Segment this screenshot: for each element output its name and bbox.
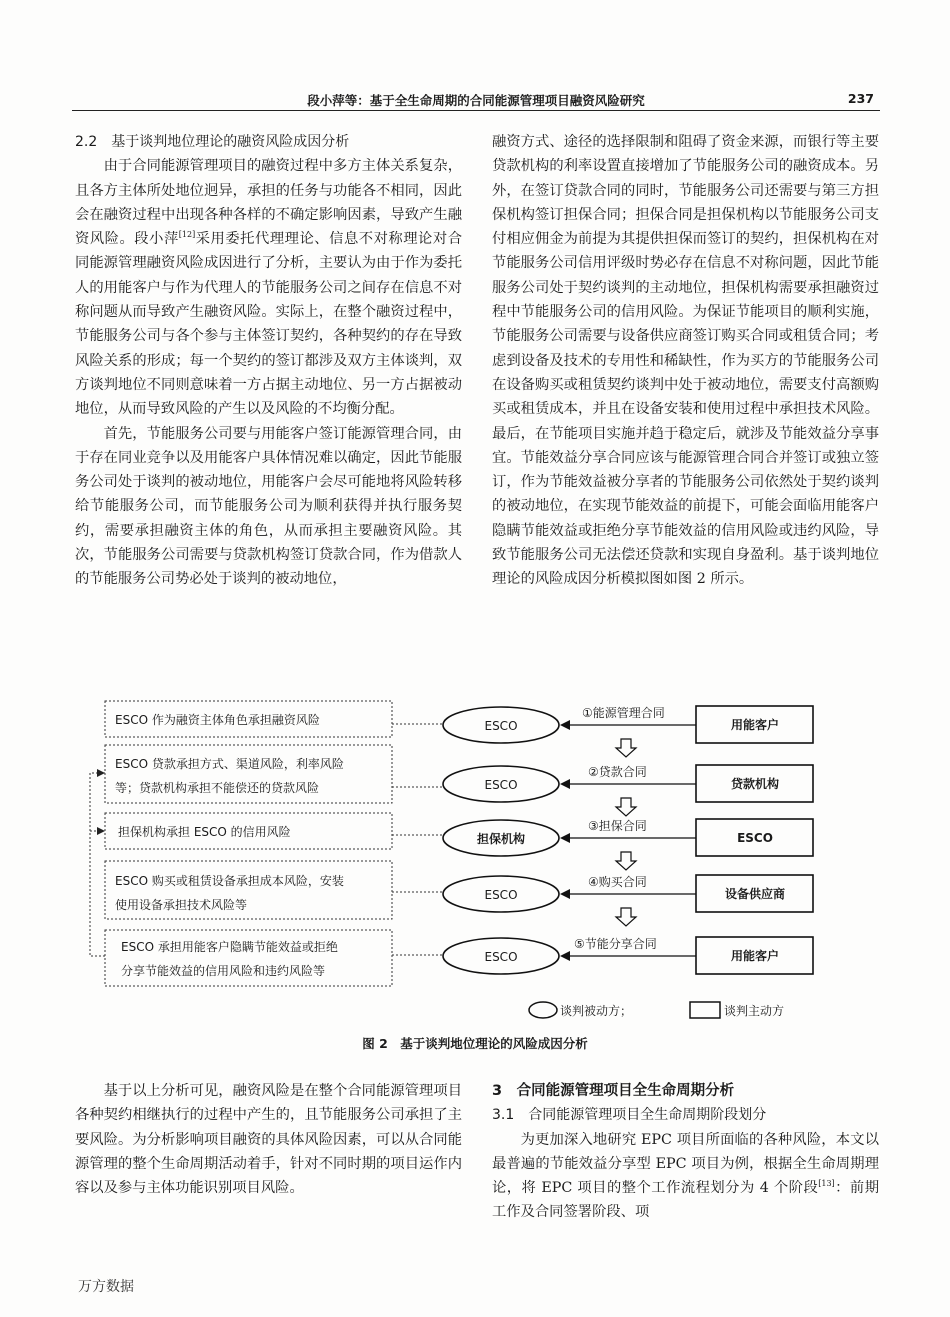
arrow-head [97, 827, 105, 835]
box-label: ESCO [737, 831, 773, 845]
risk-text: ESCO 作为融资主体角色承担融资风险 [115, 713, 320, 727]
legend-active-label: 谈判主动方 [724, 1004, 785, 1018]
citation: [12] [178, 230, 196, 240]
contract-label: ③担保合同 [588, 819, 647, 833]
box-label: 贷款机构 [730, 777, 780, 791]
paragraph: 融资方式、途径的选择限制和阻碍了资金来源，而银行等主要贷款机构的利率设置直接增加了节能服务公司的融资成本。另外，在签订贷款合同的同时，节能服务公司还需要与第三方担保机构签订担保合同；担保合同是担保机构以节能服务公司支付相应佣金为前提为其提供担保而签订的契约，担保机构在对节能服务公司信用评级时势必存在信息不对称问题，因此节能服务公司处于契约谈判的主动地位，担保机构需要承担融资过程中节能服务公司的信用风险。为保证节能项目的顺利实施，节能服务公司需要与设备供应商签订购买合同或租赁合同；考虑到设备及技术的专用性和稀缺性，作为买方的节能服务公司在设备购买或租赁契约谈判中处于被动地位，需要支付高额购买或租赁成本，并且在设备安装和使用过程中承担技术风险。最后，在节能项目实施并趋于稳定后，就涉及节能效益分享事宜。节能效益分享合同应该与能源管理合同合并签订或独立签订，作为节能效益被分享者的节能服务公司依然处于契约谈判的被动地位，在实现节能效益的前提下，可能会面临用能客户隐瞒节能效益或拒绝分享节能效益的信用风险或违约风险，导致节能服务公司无法偿还贷款和实现自身盈利。基于谈判地位理论的风险成因分析模拟图如图 2 所示。 [492, 134, 879, 588]
paragraph [492, 1128, 879, 1225]
risk-row-3 [105, 813, 443, 849]
paragraph-text: 由于合同能源管理项目的融资过程中多方主体关系复杂，且各方主体所处地位迥异，承担的任务与功能各不相同，因此会在融资过程中出现各种各样的不确定影响因素，导致产生融资风险。段小萍 [75, 158, 462, 248]
footer-watermark: 万方数据 [78, 1279, 134, 1295]
legend-passive-label: 谈判被动方； [560, 1004, 633, 1018]
section-heading-3-1: 3.1 合同能源管理项目全生命周期阶段划分 [492, 1107, 767, 1124]
ellipse-label: ESCO [484, 719, 518, 733]
paragraph-text: ：前期工作及合同签署阶段、项 [492, 1180, 879, 1221]
risk-text: ESCO 承担用能客户隐瞒节能效益或拒绝 [121, 940, 338, 954]
contract-label: ①能源管理合同 [582, 706, 665, 720]
contract-arrow [560, 764, 696, 789]
box-label: 用能客户 [730, 949, 780, 963]
legend-box-icon [690, 1002, 720, 1018]
page-number: 237 [847, 91, 874, 106]
risk-text: 使用设备承担技术风险等 [115, 898, 248, 912]
box-label: 设备供应商 [724, 887, 786, 901]
paragraph: 首先，节能服务公司要与用能客户签订能源管理合同，由于存在同业竞争以及用能客户具体情况难以确定，因此节能服务公司处于谈判的被动地位，用能客户会尽可能地将风险转移给节能服务公司，而节能服务公司为顺利获得并执行服务契约，需要承担融资主体的角色，从而承担主要融资风险。其次，节能服务公司需要与贷款机构签订贷款合同，作为借款人的节能服务公司势必处于谈判的被动地位， [75, 425, 462, 588]
legend-ellipse-icon [529, 1002, 557, 1018]
arrow-head [97, 769, 105, 777]
section-heading-3: 3 合同能源管理项目全生命周期分析 [492, 1083, 735, 1099]
contract-arrow [560, 936, 696, 961]
risk-text: 等；贷款机构承担不能偿还的贷款风险 [115, 781, 320, 795]
ellipse-label: ESCO [484, 778, 518, 792]
contract-label: ④购买合同 [588, 875, 647, 889]
risk-text: ESCO 购买或租赁设备承担成本风险，安装 [115, 874, 344, 888]
paragraph: 基于以上分析可见，融资风险是在整个合同能源管理项目各种契约相继执行的过程中产生的，且节能服务公司承担了主要风险。为分析影响项目融资的具体风险因素，可以从合同能源管理的整个生命周期活动着手，针对不同时期的项目运作内容以及参与主体功能识别项目风险。 [75, 1083, 462, 1197]
contract-arrow [560, 705, 696, 730]
risk-text: 分享节能效益的信用风险和违约风险等 [121, 964, 326, 978]
paragraph-text: 采用委托代理理论、信息不对称理论对合同能源管理融资风险成因进行了分析，主要认为由于作为委托人的用能客户与作为代理人的节能服务公司之间存在信息不对称问题从而导致产生融资风险。实际上，在整个融资过程中，节能服务公司与各个参与主体签订契约，各种契约的存在导致风险关系的形成；每一个契约的签订都涉及双方主体谈判，双方谈判地位不同则意味着一方占据主动地位、另一方占据被动地位，从而导致风险的产生以及风险的不均衡分配。 [75, 231, 463, 418]
contract-label: ⑤节能分享合同 [574, 937, 657, 951]
running-title: 段小萍等：基于全生命周期的合同能源管理项目融资风险研究 [307, 93, 645, 108]
left-column-lower [75, 1079, 462, 1200]
ellipse-label: 担保机构 [476, 832, 526, 846]
section-heading-2-2: 2.2 基于谈判地位理论的融资风险成因分析 [75, 134, 350, 150]
contract-arrow [560, 818, 696, 843]
right-column-lower [492, 1079, 879, 1225]
citation: [13] [818, 1179, 835, 1189]
ellipse-label: ESCO [484, 950, 518, 964]
risk-text: ESCO 贷款承担方式、渠道风险，利率风险 [115, 757, 344, 771]
contract-label: ②贷款合同 [588, 765, 647, 779]
feedback-line [90, 773, 105, 956]
risk-row-2 [105, 745, 443, 803]
risk-row-5 [105, 930, 443, 986]
contract-arrow [560, 874, 696, 899]
figure-caption: 图 2 基于谈判地位理论的风险成因分析 [362, 1036, 588, 1051]
box-label: 用能客户 [730, 718, 780, 732]
risk-row-1 [105, 701, 443, 737]
risk-row-4 [105, 861, 443, 919]
ellipse-label: ESCO [484, 888, 518, 902]
risk-text: 担保机构承担 ESCO 的信用风险 [118, 825, 291, 839]
paragraph-text: 为更加深入地研究 EPC 项目所面临的各种风险，本文以最普遍的节能效益分享型 EPC 项目为例，根据全生命周期理论，将 EPC 项目的整个工作流程划分为 4 个阶段 [492, 1131, 879, 1197]
